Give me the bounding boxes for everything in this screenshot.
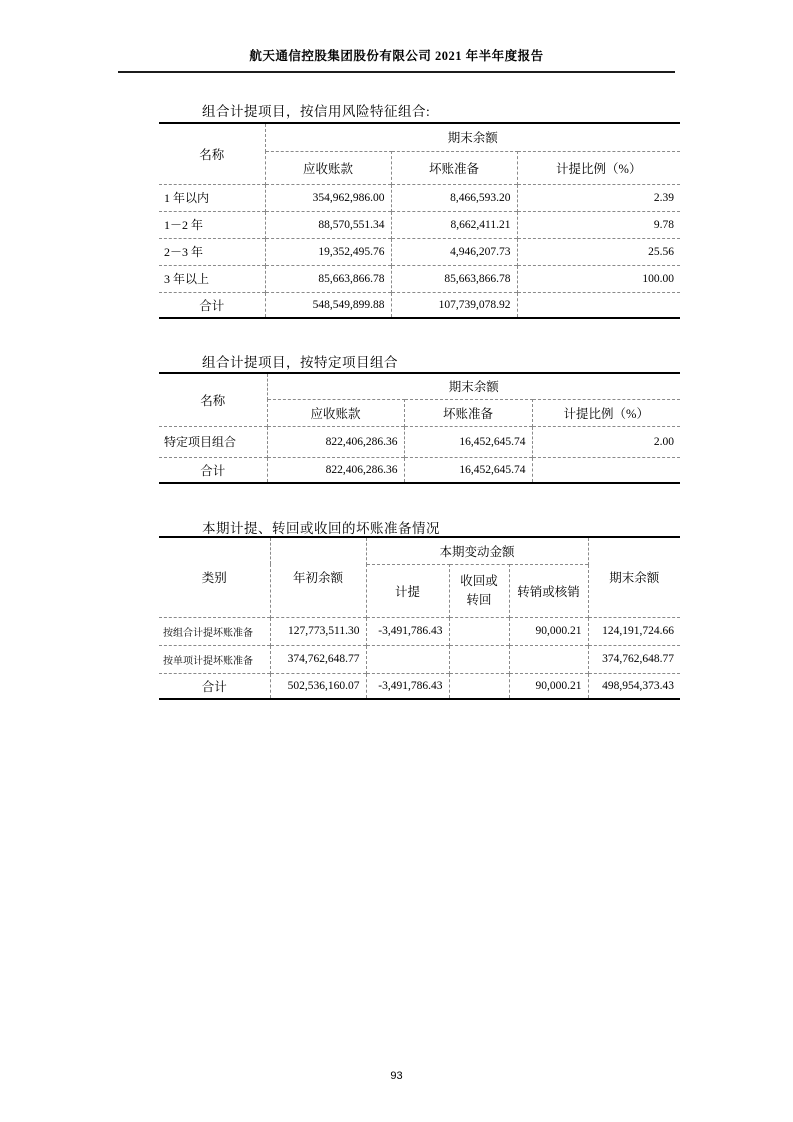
table-row	[159, 238, 680, 265]
header-cell-category: 类别	[159, 537, 270, 617]
header-cell-bad-debt-provision: 坏账准备	[404, 399, 532, 426]
amount-cell: 354,962,986.00	[265, 184, 391, 211]
table-row	[159, 184, 680, 211]
amount-cell: 16,452,645.74	[404, 457, 532, 483]
amount-cell: 85,663,866.78	[391, 265, 517, 292]
amount-cell: 19,352,495.76	[265, 238, 391, 265]
aging-label-cell: 2－3 年	[159, 238, 265, 265]
header-cell-recovery	[449, 564, 509, 617]
section-title-credit-risk: 组合计提项目，按信用风险特征组合:	[202, 104, 431, 119]
table-row	[159, 426, 680, 457]
amount-cell: 374,762,648.77	[588, 645, 680, 673]
ratio-cell: 9.78	[517, 211, 680, 238]
amount-cell	[449, 673, 509, 699]
amount-cell: -3,491,786.43	[366, 673, 449, 699]
amount-cell: 88,570,551.34	[265, 211, 391, 238]
total-row	[159, 457, 680, 483]
ratio-cell: 25.56	[517, 238, 680, 265]
header-cell-writeoff: 转销或核销	[509, 564, 588, 617]
aging-label-cell: 1－2 年	[159, 211, 265, 238]
table-credit-risk-portfolio	[159, 122, 680, 319]
category-label-cell: 按组合计提坏账准备	[159, 617, 270, 645]
amount-cell: 90,000.21	[509, 617, 588, 645]
amount-cell: 822,406,286.36	[267, 457, 404, 483]
page-number: 93	[390, 1070, 403, 1082]
amount-cell: 548,549,899.88	[265, 292, 391, 318]
table-row	[159, 265, 680, 292]
amount-cell	[509, 645, 588, 673]
amount-cell	[449, 645, 509, 673]
amount-cell: 124,191,724.66	[588, 617, 680, 645]
section-title-provision-changes: 本期计提、转回或收回的坏账准备情况	[202, 521, 440, 536]
amount-cell: 4,946,207.73	[391, 238, 517, 265]
item-label-cell: 特定项目组合	[159, 426, 267, 457]
header-rule	[118, 71, 675, 73]
total-label-cell: 合计	[159, 673, 270, 699]
recovery-label-line1: 收回或	[460, 573, 498, 588]
total-label-cell: 合计	[159, 292, 265, 318]
total-row	[159, 292, 680, 318]
header-cell-provision-ratio: 计提比例（%）	[532, 399, 680, 426]
table-row	[159, 645, 680, 673]
total-row	[159, 673, 680, 699]
ratio-cell: 2.39	[517, 184, 680, 211]
amount-cell: 85,663,866.78	[265, 265, 391, 292]
table-specific-items-portfolio	[159, 372, 680, 484]
table-row	[159, 211, 680, 238]
ratio-cell	[517, 292, 680, 318]
aging-label-cell: 3 年以上	[159, 265, 265, 292]
header-cell-bad-debt-provision: 坏账准备	[391, 151, 517, 184]
header-cell-provision-ratio: 计提比例（%）	[517, 151, 680, 184]
amount-cell: 16,452,645.74	[404, 426, 532, 457]
section-title-specific-items: 组合计提项目，按特定项目组合	[202, 355, 398, 370]
amount-cell: 8,662,411.21	[391, 211, 517, 238]
header-cell-accrual: 计提	[366, 564, 449, 617]
header-cell-name: 名称	[159, 123, 265, 184]
amount-cell: -3,491,786.43	[366, 617, 449, 645]
amount-cell: 498,954,373.43	[588, 673, 680, 699]
recovery-label-line2: 转回	[466, 592, 492, 607]
table-row	[159, 617, 680, 645]
ratio-cell	[532, 457, 680, 483]
header-cell-receivables: 应收账款	[267, 399, 404, 426]
total-label-cell: 合计	[159, 457, 267, 483]
table-provision-changes	[159, 536, 680, 700]
ratio-cell: 100.00	[517, 265, 680, 292]
amount-cell: 822,406,286.36	[267, 426, 404, 457]
header-cell-change-group: 本期变动金额	[366, 537, 588, 564]
amount-cell: 8,466,593.20	[391, 184, 517, 211]
document-header-title: 航天通信控股集团股份有限公司 2021 年半年度报告	[249, 49, 544, 63]
amount-cell: 90,000.21	[509, 673, 588, 699]
ratio-cell: 2.00	[532, 426, 680, 457]
amount-cell: 107,739,078.92	[391, 292, 517, 318]
header-cell-ending-balance-group: 期末余额	[448, 380, 499, 395]
header-cell-name: 名称	[159, 373, 267, 426]
aging-label-cell: 1 年以内	[159, 184, 265, 211]
amount-cell: 502,536,160.07	[270, 673, 366, 699]
amount-cell: 374,762,648.77	[270, 645, 366, 673]
category-label-cell: 按单项计提坏账准备	[159, 645, 270, 673]
header-cell-ending-balance-group: 期末余额	[447, 131, 498, 146]
header-cell-closing-balance: 期末余额	[588, 537, 680, 617]
header-cell-opening-balance: 年初余额	[270, 537, 366, 617]
amount-cell	[366, 645, 449, 673]
amount-cell: 127,773,511.30	[270, 617, 366, 645]
header-cell-receivables: 应收账款	[265, 151, 391, 184]
amount-cell	[449, 617, 509, 645]
